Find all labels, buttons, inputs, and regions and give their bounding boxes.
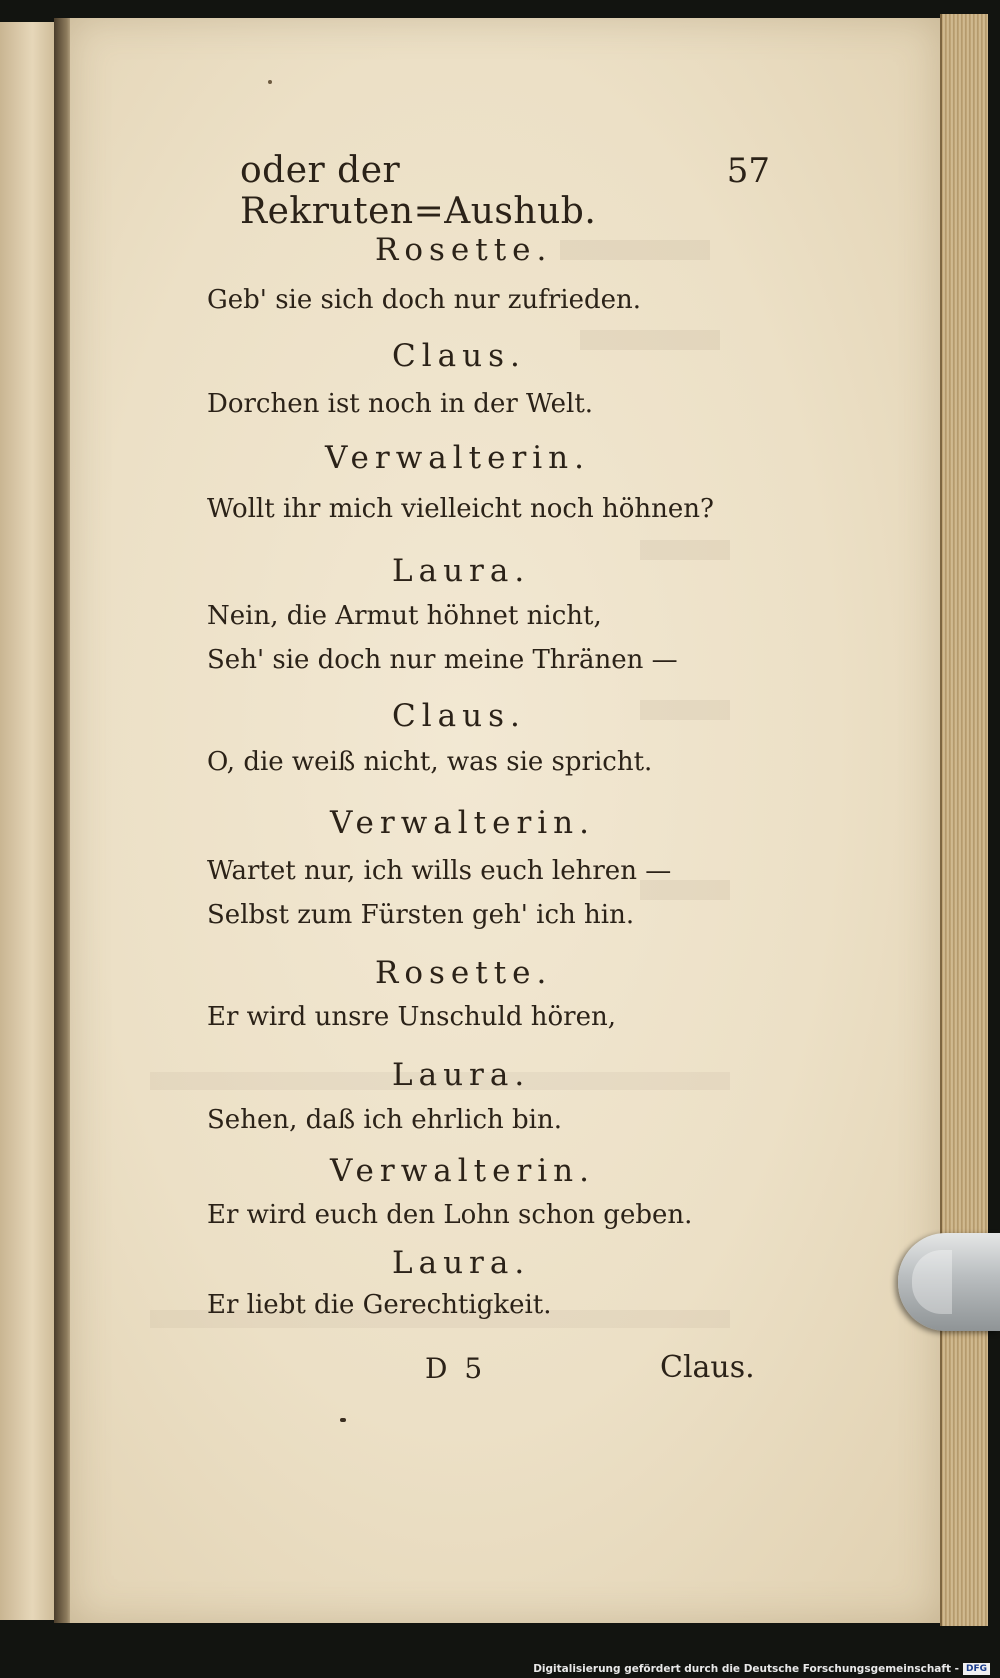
credit-text: Digitalisierung gefördert durch die Deutsche Forschungsgemeinschaft -	[533, 1663, 959, 1675]
ink-speck	[268, 80, 272, 84]
ink-speck	[340, 1418, 346, 1422]
signature-mark: D 5	[425, 1352, 487, 1385]
dialogue-line: Seh' sie doch nur meine Thränen —	[207, 645, 678, 675]
dialogue-line: Er wird unsre Unschuld hören,	[207, 1002, 616, 1032]
speaker-name: Laura.	[392, 1057, 531, 1093]
speaker-name: Laura.	[392, 553, 531, 589]
dialogue-line: Dorchen ist noch in der Welt.	[207, 389, 594, 419]
speaker-name: Verwalterin.	[325, 440, 590, 476]
dialogue-line: Selbst zum Fürsten geh' ich hin.	[207, 900, 635, 930]
digitization-credit	[533, 1663, 990, 1675]
dialogue-line: Wartet nur, ich wills euch lehren —	[207, 856, 672, 886]
show-through-mark	[560, 240, 710, 260]
dialogue-line: Sehen, daß ich ehrlich bin.	[207, 1105, 562, 1135]
speaker-name: Rosette.	[375, 955, 553, 991]
speaker-name: Laura.	[392, 1245, 531, 1281]
dialogue-line: Geb' sie sich doch nur zufrieden.	[207, 285, 642, 315]
dialogue-line: Wollt ihr mich vielleicht noch höhnen?	[207, 494, 714, 524]
dialogue-line: Er wird euch den Lohn schon geben.	[207, 1200, 693, 1230]
speaker-name: Claus.	[392, 338, 526, 374]
speaker-name: Verwalterin.	[330, 1153, 595, 1189]
dialogue-line: Er liebt die Gerechtigkeit.	[207, 1290, 552, 1320]
show-through-mark	[640, 540, 730, 560]
page-block-edge	[940, 14, 988, 1626]
speaker-name: Verwalterin.	[330, 805, 595, 841]
dialogue-line: O, die weiß nicht, was sie spricht.	[207, 747, 653, 777]
page-number: 57	[726, 151, 770, 191]
show-through-mark	[580, 330, 720, 350]
running-header	[240, 150, 770, 232]
dialogue-line: Nein, die Armut höhnet nicht,	[207, 601, 602, 631]
speaker-name: Claus.	[392, 698, 526, 734]
running-title: oder der Rekruten=Aushub.	[240, 150, 597, 232]
catchword: Claus.	[660, 1350, 755, 1385]
dfg-logo: DFG	[963, 1663, 990, 1675]
show-through-mark	[640, 700, 730, 720]
speaker-name: Rosette.	[375, 232, 553, 268]
previous-page-edge	[0, 22, 56, 1620]
